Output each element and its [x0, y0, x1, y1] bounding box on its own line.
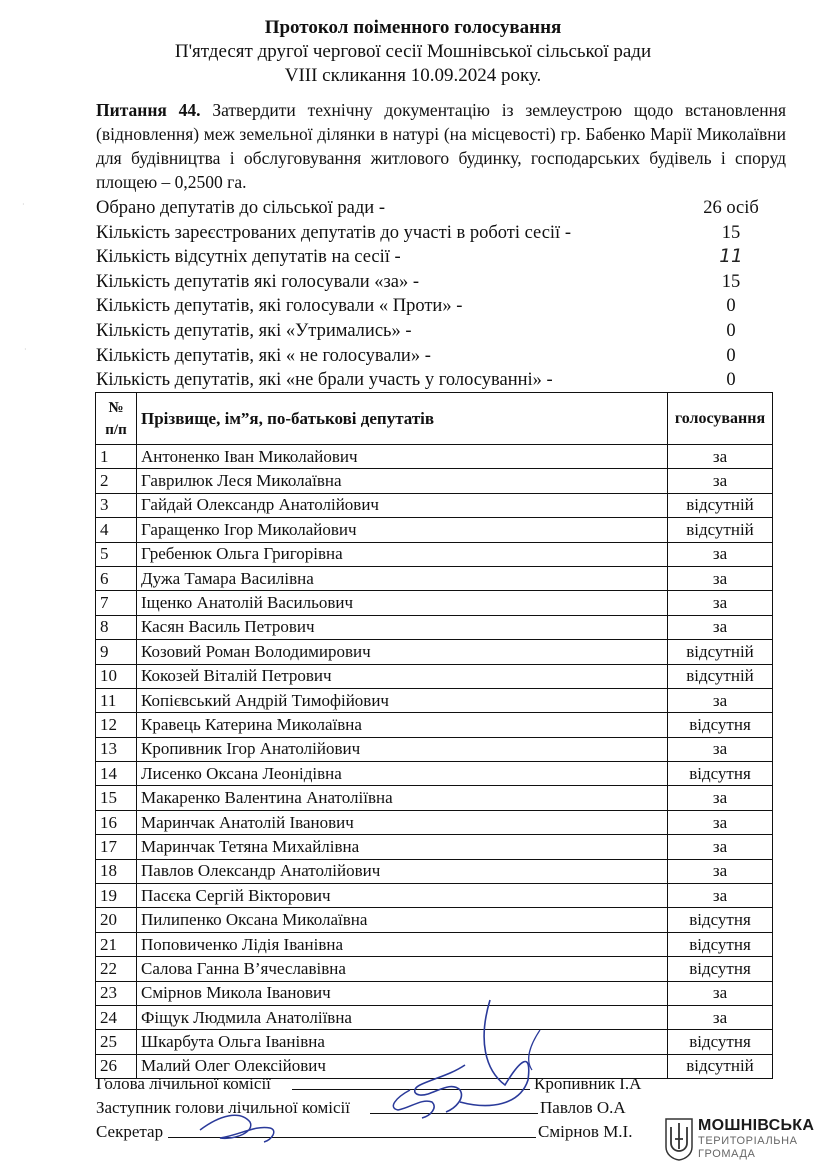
deputy-name: Копієвський Андрій Тимофійович [137, 688, 668, 712]
deputy-name: Дужа Тамара Василівна [137, 566, 668, 590]
vote-result: відсутня [668, 713, 773, 737]
deputy-name: Макаренко Валентина Анатоліївна [137, 786, 668, 810]
stat-value: 0 [726, 320, 736, 341]
signature-person: Павлов О.А [540, 1098, 626, 1117]
table-row [96, 1005, 773, 1029]
table-row [96, 908, 773, 932]
row-number: 14 [96, 762, 137, 786]
table-row [96, 810, 773, 834]
table-row [96, 859, 773, 883]
stat-row [96, 294, 776, 319]
vote-result: відсутня [668, 762, 773, 786]
table-row [96, 981, 773, 1005]
vote-result: за [668, 688, 773, 712]
vote-result: відсутній [668, 664, 773, 688]
convocation-line: VIII скликання 10.09.2024 року. [284, 65, 542, 86]
scan-dot: · [24, 345, 27, 354]
row-number: 9 [96, 640, 137, 664]
vote-result: за [668, 859, 773, 883]
deputy-name: Кравець Катерина Миколаївна [137, 713, 668, 737]
row-number: 19 [96, 884, 137, 908]
table-row [96, 1030, 773, 1054]
scan-dot: · [22, 200, 25, 209]
deputy-name: Маринчак Тетяна Михайлівна [137, 835, 668, 859]
signature-row-deputy [96, 1097, 696, 1121]
vote-result: за [668, 981, 773, 1005]
signature-line [292, 1073, 530, 1090]
row-number: 26 [96, 1054, 137, 1078]
row-number: 3 [96, 493, 137, 517]
row-number: 16 [96, 810, 137, 834]
deputy-name: Антоненко Іван Миколайович [137, 445, 668, 469]
table-row [96, 932, 773, 956]
row-number: 18 [96, 859, 137, 883]
deputy-name: Маринчак Анатолій Іванович [137, 810, 668, 834]
question-text: Затвердити технічну документацію із землеустрою щодо встановлення (відновлення) меж земельної ділянки в натурі (на місцевості) гр. Бабенко Марії Миколаївни для будівництва і обслуговування житлового будинку, господарських будівель і споруд площею – 0,2500 га. [96, 100, 786, 192]
table-row [96, 445, 773, 469]
row-number: 22 [96, 957, 137, 981]
logo-name: МОШНІВСЬКА [698, 1117, 815, 1134]
table-row [96, 615, 773, 639]
question-number: Питання 44. [96, 100, 201, 120]
row-number: 23 [96, 981, 137, 1005]
stat-label: Кількість депутатів які голосували «за» - [96, 271, 420, 292]
deputy-name: Козовий Роман Володимирович [137, 640, 668, 664]
logo-subtitle-1: ТЕРИТОРІАЛЬНА [698, 1135, 798, 1147]
stat-row [96, 245, 776, 270]
vote-result: за [668, 884, 773, 908]
deputy-name: Павлов Олександр Анатолійович [137, 859, 668, 883]
stat-label: Кількість депутатів, які «не брали участь у голосуванні» - [96, 370, 553, 391]
vote-result: відсутня [668, 932, 773, 956]
stat-value: 0 [726, 345, 736, 366]
deputy-name: Шкарбута Ольга Іванівна [137, 1030, 668, 1054]
row-number: 21 [96, 932, 137, 956]
deputy-name: Малий Олег Олексійович [137, 1054, 668, 1078]
vote-result: за [668, 737, 773, 761]
stat-value: 11 [719, 246, 743, 268]
signature-role: Секретар [96, 1122, 164, 1141]
community-logo [664, 1115, 814, 1165]
vote-result: за [668, 566, 773, 590]
vote-result: за [668, 469, 773, 493]
row-number: 8 [96, 615, 137, 639]
deputy-name: Пилипенко Оксана Миколаївна [137, 908, 668, 932]
deputy-name: Фіщук Людмила Анатоліївна [137, 1005, 668, 1029]
header-name: Прізвище, ім”я, по-батькові депутатів [137, 393, 668, 445]
row-number: 25 [96, 1030, 137, 1054]
table-row [96, 591, 773, 615]
table-row [96, 469, 773, 493]
vote-result: за [668, 591, 773, 615]
table-row [96, 884, 773, 908]
signature-row-secretary [96, 1121, 696, 1145]
stat-label: Кількість відсутніх депутатів на сесії - [96, 247, 401, 268]
vote-result: за [668, 835, 773, 859]
signature-person: Кропивник І.А [534, 1074, 642, 1093]
deputy-name: Гаврилюк Леся Миколаївна [137, 469, 668, 493]
deputy-name: Іщенко Анатолій Васильович [137, 591, 668, 615]
signature-role: Голова лічильної комісії [96, 1074, 271, 1093]
deputy-name: Гайдай Олександр Анатолійович [137, 493, 668, 517]
vote-result: відсутня [668, 957, 773, 981]
stat-label: Кількість депутатів, які « не голосували» - [96, 345, 431, 366]
row-number: 24 [96, 1005, 137, 1029]
table-row [96, 835, 773, 859]
table-row [96, 566, 773, 590]
header-number-line2: п/п [105, 421, 127, 438]
table-row [96, 493, 773, 517]
row-number: 6 [96, 566, 137, 590]
row-number: 4 [96, 518, 137, 542]
vote-result: за [668, 1005, 773, 1029]
signature-line [370, 1097, 538, 1114]
table-row [96, 664, 773, 688]
header-number-line1: № [108, 399, 124, 416]
document-title: Протокол поіменного голосування [264, 17, 562, 38]
vote-result: за [668, 445, 773, 469]
row-number: 2 [96, 469, 137, 493]
session-line: П'ятдесят другої чергової сесії Мошнівської сільської ради [174, 41, 652, 62]
vote-result: відсутній [668, 518, 773, 542]
header-number [96, 393, 137, 445]
stat-value: 0 [726, 296, 736, 317]
row-number: 12 [96, 713, 137, 737]
deputy-name: Касян Василь Петрович [137, 615, 668, 639]
signature-role: Заступник голови лічильної комісії [96, 1098, 351, 1117]
stat-value: 0 [726, 370, 736, 391]
stat-row [96, 221, 776, 246]
stat-label: Кількість депутатів, які голосували « Проти» - [96, 296, 463, 317]
table-row [96, 786, 773, 810]
vote-result: відсутній [668, 1054, 773, 1078]
deputy-name: Кокозей Віталій Петрович [137, 664, 668, 688]
stat-row [96, 319, 776, 344]
stat-row [96, 270, 776, 295]
table-header-row [96, 393, 773, 445]
deputy-name: Лисенко Оксана Леонідівна [137, 762, 668, 786]
roll-call-table [95, 392, 773, 1079]
stat-value: 15 [721, 222, 741, 243]
vote-result: за [668, 542, 773, 566]
signature-line [168, 1121, 536, 1138]
row-number: 7 [96, 591, 137, 615]
stat-value: 15 [721, 271, 741, 292]
row-number: 10 [96, 664, 137, 688]
table-row [96, 957, 773, 981]
vote-result: за [668, 786, 773, 810]
vote-result: відсутній [668, 640, 773, 664]
row-number: 17 [96, 835, 137, 859]
deputy-name: Гаращенко Ігор Миколайович [137, 518, 668, 542]
signature-row-chair [96, 1073, 696, 1097]
stat-label: Обрано депутатів до сільської ради - [96, 198, 385, 218]
table-row [96, 737, 773, 761]
table-row [96, 713, 773, 737]
vote-result: відсутня [668, 1030, 773, 1054]
trident-icon [664, 1117, 694, 1161]
deputy-name: Смірнов Микола Іванович [137, 981, 668, 1005]
logo-subtitle-2: ГРОМАДА [698, 1148, 756, 1160]
signature-person: Смірнов М.І. [538, 1122, 633, 1141]
deputy-name: Поповиченко Лідія Іванівна [137, 932, 668, 956]
vote-result: за [668, 615, 773, 639]
deputy-name: Салова Ганна В’ячеславівна [137, 957, 668, 981]
header-vote: голосування [668, 393, 773, 445]
table-body [96, 445, 773, 1079]
stat-label: Кількість зареєстрованих депутатів до участі в роботі сесії - [96, 222, 571, 243]
deputy-name: Кропивник Ігор Анатолійович [137, 737, 668, 761]
row-number: 11 [96, 688, 137, 712]
table-row [96, 518, 773, 542]
row-number: 20 [96, 908, 137, 932]
row-number: 15 [96, 786, 137, 810]
stat-row [96, 196, 776, 221]
table-row [96, 542, 773, 566]
row-number: 5 [96, 542, 137, 566]
row-number: 1 [96, 445, 137, 469]
table-row [96, 688, 773, 712]
deputy-name: Гребенюк Ольга Григорівна [137, 542, 668, 566]
vote-statistics [96, 196, 776, 393]
table-row [96, 640, 773, 664]
table-row [96, 762, 773, 786]
question-block [96, 98, 786, 194]
row-number: 13 [96, 737, 137, 761]
vote-result: відсутній [668, 493, 773, 517]
stat-row [96, 344, 776, 369]
vote-result: відсутня [668, 908, 773, 932]
deputy-name: Пасєка Сергій Вікторович [137, 884, 668, 908]
stat-label: Кількість депутатів, які «Утримались» - [96, 320, 412, 341]
vote-result: за [668, 810, 773, 834]
stat-row [96, 368, 776, 393]
stat-value: 26 осіб [703, 198, 759, 218]
